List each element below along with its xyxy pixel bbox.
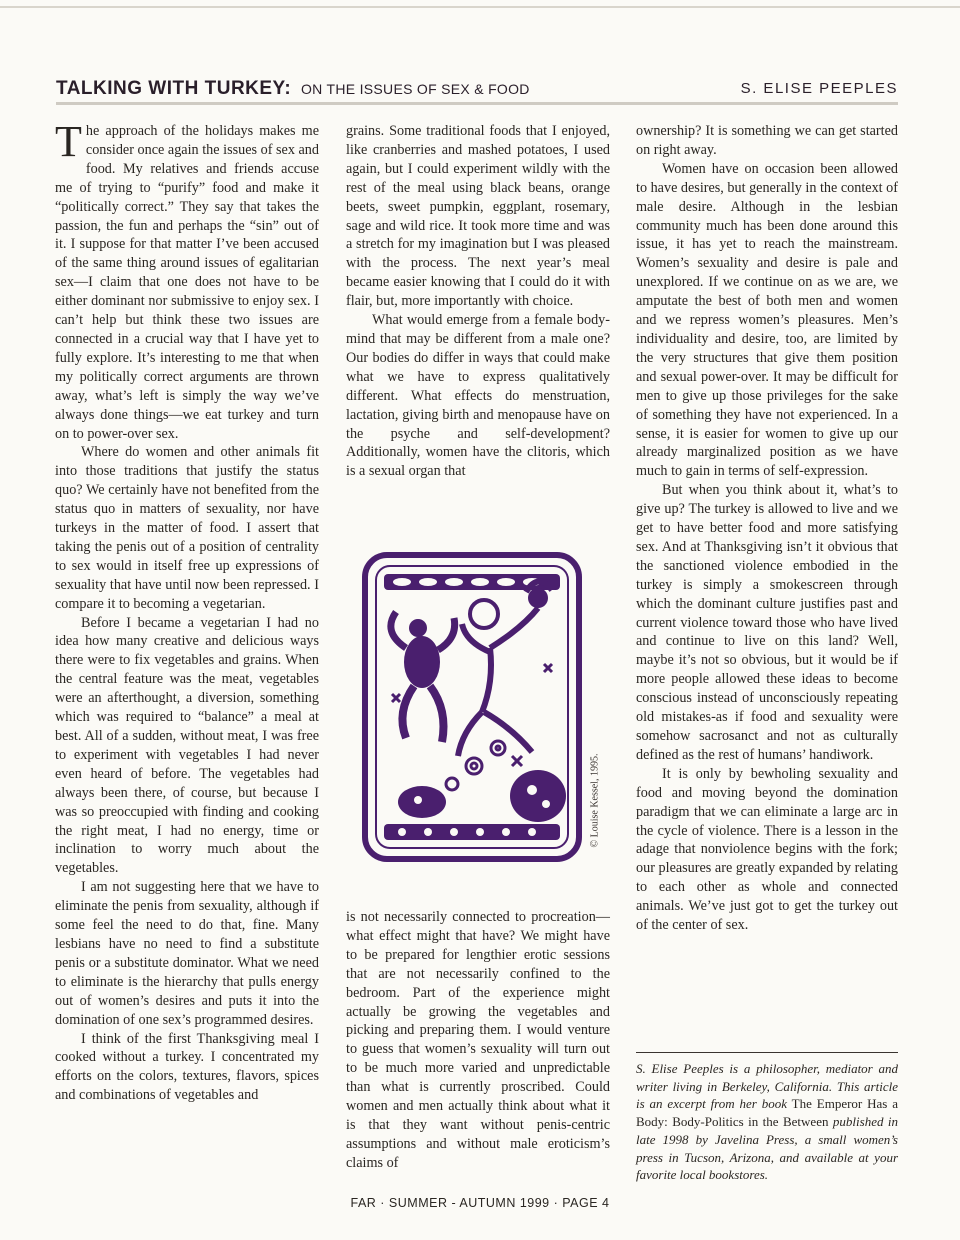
author-bio bbox=[636, 1060, 898, 1184]
article-title bbox=[56, 78, 530, 100]
credit-text: © Louise Kessel, 1995. bbox=[589, 753, 601, 847]
bio-text-part2: published in late 1998 by Javelina Press, a small women’s press in Tucson, Arizona, and available at your favorite local bookstores. bbox=[636, 1114, 899, 1183]
column-3 bbox=[636, 122, 898, 935]
page-footer: FAR · SUMMER - AUTUMN 1999 · PAGE 4 bbox=[350, 1196, 610, 1210]
paragraph: is not necessarily connected to procreation—what effect might that have? We might have to be prepared for lengthier erotic sessions that are not necessarily confined to the bedroom. Part of the experience might actually be growing the vegetables and picking and preparing them. I would venture to guess that women’s sexuality will turn out to be much more varied and unpredictable than what is currently proscribed. Could women and men actually think about what it is that they want without penis-centric assumptions and without male eroticism’s claims of bbox=[346, 909, 610, 1171]
paragraph: What would emerge from a female body-mind that may be different from a male one? Our bodies do differ in ways that could make what we have to express qualitatively different. What effects do menstruation, lactation, giving birth and menopause have on the psyche and self-development? Additionally, women have the clitoris, which is a sexual organ that bbox=[346, 312, 610, 480]
paragraph bbox=[55, 117, 319, 443]
bio-book-title: The Emperor Has a Body: Body-Politics in the Between bbox=[636, 1096, 898, 1130]
column-1 bbox=[55, 117, 319, 1105]
illustration-dancing-figures bbox=[362, 552, 582, 862]
paragraph: Women have on occasion been allowed to have desires, but generally in the context of male desire. Although in the lesbian community much has been done around this issue, it has yet to reach the mainstream. Women’s sexuality and desire is pale and unexplored. If we continue on as we are, we amputate the best of both men and women and we repress women’s pleasures. Men’s individuality and desire, too, are limited by the very structures that give them position and sexual power-over. It may be difficult for men to give up those privileges for the sake of something they have not experienced. In a sense, it is easier for women to give up our already marginalized position as we have much to gain in terms of self-expression. bbox=[636, 160, 898, 480]
paragraph: But when you think about it, what’s to give up? The turkey is allowed to live and we get to have better food and more satisfying sex. And at Thanksgiving isn’t it obvious that the sanctioned violence embodied in the turkey is simply a smokescreen through which the dominant culture justifies past and current violence toward those who have lived and continue to live on this land? Well, maybe it’s not so obvious, but it would be if more people allowed these ideas to become conscious instead of unconsciously repeating old mistakes-as if food and sexuality were somehow sacrosanct and not as culturally defined as the rest of humans’ handiwork. bbox=[636, 482, 898, 763]
article-author: S. ELISE PEEPLES bbox=[740, 80, 898, 97]
article-header bbox=[56, 78, 898, 105]
paragraph: grains. Some traditional foods that I enjoyed, like cranberries and mashed potatoes, I used again, but I could experiment wildly with the rest of the meal using black beans, orange beets, sweet pumpkin, eggplant, rosemary, sage and wild rice. It took more time and was a stretch for my imagination but I was pleased with the process. The next year’s meal became easier knowing that I could do it with flair, but, more importantly with choice. bbox=[346, 123, 610, 310]
paragraph: I think of the first Thanksgiving meal I cooked without a turkey. I concentrated my efforts on the colors, textures, flavors, spices and combinations of vegetables and bbox=[55, 1030, 319, 1104]
top-border-line bbox=[0, 6, 960, 8]
paragraph: ownership? It is something we can get started on right away. bbox=[636, 123, 898, 158]
bio-divider bbox=[636, 1052, 898, 1053]
article-subtitle: ON THE ISSUES OF SEX & FOOD bbox=[300, 81, 530, 97]
article-title-main: TALKING WITH TURKEY: bbox=[56, 78, 292, 99]
drop-cap: T bbox=[55, 117, 82, 166]
paragraph: Where do women and other animals fit into those traditions that justify the status quo? We certainly have not benefited from the status quo in matters of sexuality, nor have turkeys in the matter of food. I assert that taking the penis out of a position of centrality to sex would in itself free up expressions of sexuality that have until now been repressed. I compare it to becoming a vegetarian. bbox=[55, 444, 319, 612]
paragraph-text: he approach of the holidays makes me consider once again the issues of sex and food. My relatives and friends accuse me of trying to “purify” food and make it “politically correct.” They say that takes the passion, the fun and perhaps the “sin” out of it. I suppose for that matter I’ve been accused of the same thing around issues of egalitarian sex—I claim that one does not have to be either dominant nor submissive to enjoy sex. I can’t help but think these two issues are connected in a crucial way that I have yet to fully explore. It’s interesting to me that when my politically correct arguments are thrown away, what’s left is simply the way we’ve always done things—we eat turkey and turn on to power-over sex. bbox=[55, 123, 319, 442]
column-2-top bbox=[346, 122, 610, 481]
bottom-pattern-band bbox=[384, 824, 560, 840]
illustration-credit bbox=[582, 720, 608, 880]
paragraph: I am not suggesting here that we have to eliminate the penis from sexuality, although if some feel the need to do that, fine. Many lesbians have no need to find a substitute penis or a substitute dominator. What we need to eliminate is the hierarchy that pulls energy out of women’s desires and puts it into the domination of one sex’s programmed desires. bbox=[55, 879, 319, 1028]
paragraph: It is only by bewholing sexuality and food and moving beyond the domination paradigm that we can eliminate a large arc in the cycle of violence. There is a lesson in the adage that nonviolence begins with the fork; our pleasures are greatly expanded by relating to each other as whole and connected animals. We’ve just got to get the turkey out of the center of sex. bbox=[636, 765, 898, 934]
paragraph: Before I became a vegetarian I had no idea how many creative and delicious ways there were to fix vegetables and grains. When the central feature was the meat, vegetables were an afterthought, a diversion, something which was required to “balance” a meal at best. All of a sudden, without meat, I was free to experiment with vegetables I had never even heard of before. The vegetables had always been there, of course, but because I was so preoccupied with finding and cooking the right meat, I had no energy, time or inclination to worry much about the vegetables. bbox=[55, 614, 319, 877]
bio-text-part1: S. Elise Peeples is a philosopher, mediator and writer living in Berkeley, California. This article is an excerpt from her book bbox=[636, 1061, 898, 1112]
column-2-bottom bbox=[346, 908, 610, 1173]
